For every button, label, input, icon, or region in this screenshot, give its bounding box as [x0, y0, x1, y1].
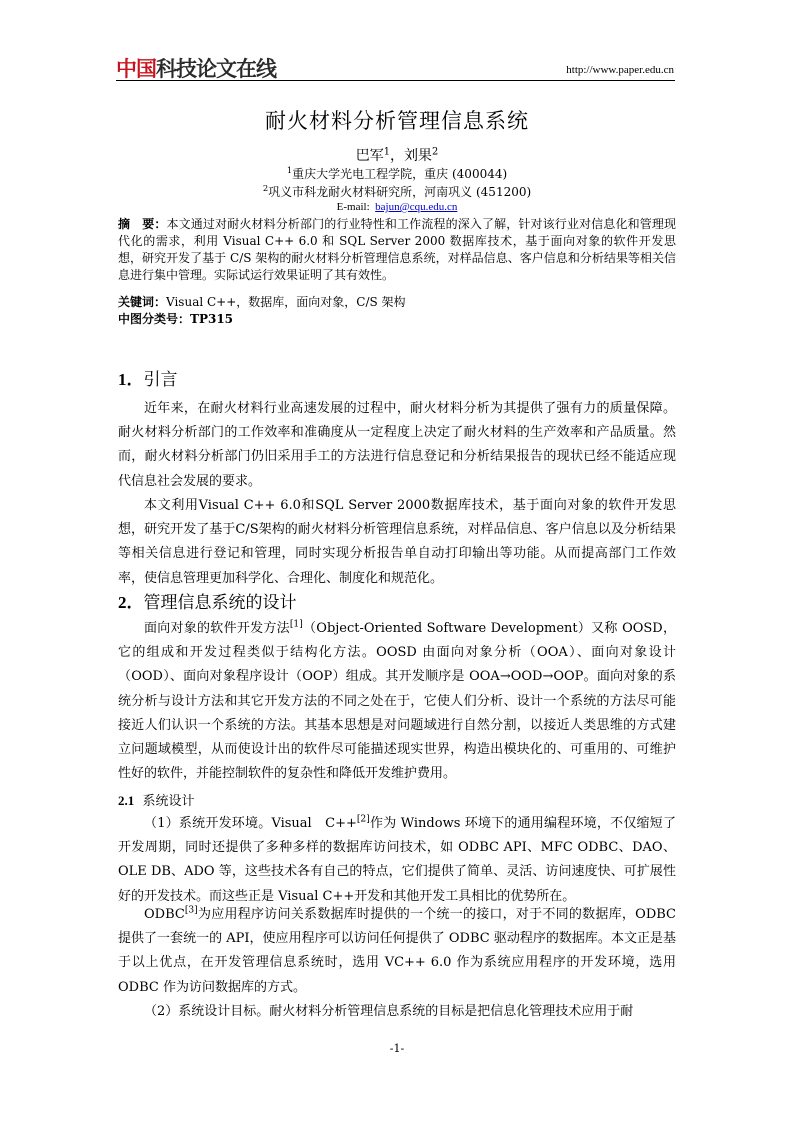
- section-1-number: 1．: [118, 370, 144, 389]
- citation-3: [3]: [184, 905, 198, 916]
- logo-dark-text: 科技论文在线: [156, 57, 276, 81]
- logo-red-text: 中国: [116, 57, 156, 81]
- paragraph-3-b: （Object-Oriented Software Development）又称 OOSD，它的组成和开发过程类似于结构化方法。OOSD 由面向对象分析（OOA）、面向对象设计（OOD）、面向对象程序设计（OOP）组成。其开发顺序是 OOA→OOD→OOP。面向对象的系统分析与设计方法和其它开发方法的不同之处在于，它使人们分析、设计一个系统的方法尽可能接近人们认识一个系统的方法。其基本思想是对问题域进行自然分割，以接近人类思维的方式建立问题域模型，从而使设计出的软件尽可能描述现实世界，构造出模块化的、可重用的、可维护性好的软件，并能控制软件的复杂性和降低开发维护费用。: [118, 621, 676, 782]
- section-heading-2-1: [118, 790, 195, 809]
- journal-logo: [116, 54, 276, 82]
- classification: [118, 310, 676, 327]
- author-1-affil: 1: [383, 146, 390, 158]
- section-2-1-number: 2.1: [118, 793, 135, 808]
- paragraph-4: [118, 812, 676, 909]
- citation-1: [1]: [289, 619, 303, 630]
- keywords-text: Visual C++，数据库，面向对象，C/S 架构: [166, 295, 406, 309]
- paragraph-6: （2）系统设计目标。耐火材料分析管理信息系统的目标是把信息化管理技术应用于耐: [144, 1004, 634, 1019]
- email-label: E-mail:: [336, 201, 370, 213]
- header-url[interactable]: http://www.paper.edu.cn: [566, 64, 674, 76]
- paragraph-4-b: 作为 Windows 环境下的通用编程环境，不仅缩短了开发周期，同时还提供了多种多样的数据库访问技术，如 ODBC API、MFC ODBC、DAO、OLE DB、ADO 等，这些技术各有自己的特点，它们提供了简单、灵活、访问速度快、可扩展性好的开发技术。而这些正是 Visual C++开发和其他开发工具相比的优势所在。: [118, 816, 676, 904]
- affiliation-1-sup: 1: [286, 165, 293, 175]
- section-2-1-title: 系统设计: [142, 794, 195, 809]
- section-2-title: 管理信息系统的设计: [143, 593, 297, 613]
- section-1-title: 引言: [143, 370, 178, 390]
- paragraph-2: 本文利用Visual C++ 6.0和SQL Server 2000数据库技术，基于面向对象的软件开发思想，研究开发了基于C/S架构的耐火材料分析管理信息系统，对样品信息、客户信息以及分析结果等相关信息进行登记和管理，同时实现分析报告单自动打印输出等功能。从而提高部门工作效率，使信息管理更加科学化、合理化、制度化和规范化。: [118, 498, 676, 586]
- affiliation-2-sup: 2: [262, 183, 269, 193]
- paragraph-3-a: 面向对象的软件开发方法: [144, 621, 290, 636]
- section-heading-1: [118, 365, 178, 390]
- paragraph-5-a: ODBC: [144, 907, 185, 922]
- paragraph-5-b: 为应用程序访问关系数据库时提供的一个统一的接口，对于不同的数据库，ODBC 提供了一套统一的 API，使应用程序可以访问任何提供了 ODBC 驱动程序的数据库。本文正是基于以上优点，在开发管理信息系统时，选用 VC++ 6.0 作为系统应用程序的开发环境，选用 ODBC 作为访问数据库的方式。: [118, 907, 676, 995]
- section-2-number: 2．: [118, 593, 144, 612]
- citation-2: [2]: [356, 814, 370, 825]
- abstract: [118, 216, 676, 284]
- paragraph-1: 近年来，在耐火材料行业高速发展的过程中，耐火材料分析为其提供了强有力的质量保障。耐火材料分析部门的工作效率和准确度从一定程度上决定了耐火材料的生产效率和产品质量。然而，耐火材料分析部门仍旧采用手工的方法进行信息登记和分析结果报告的现状已经不能适应现代信息社会发展的要求。: [118, 401, 676, 489]
- author-1: 巴军: [355, 148, 384, 164]
- keywords-label: 关键词：: [118, 295, 167, 309]
- classification-label: 中图分类号：: [118, 312, 191, 326]
- page-number: -1-: [389, 1042, 405, 1055]
- affiliation-1: [0, 165, 794, 182]
- author-sep: ，: [390, 148, 404, 164]
- abstract-label: 摘 要：: [118, 217, 167, 231]
- paragraph-3: [118, 617, 676, 786]
- keywords: [118, 293, 676, 310]
- affiliation-2-text: 巩义市科龙耐火材料研究所，河南巩义 (451200): [268, 185, 532, 199]
- classification-code: TP315: [190, 312, 234, 326]
- author-line: [0, 145, 794, 165]
- section-heading-2: [118, 588, 297, 613]
- affiliation-2: [0, 183, 794, 200]
- abstract-text: 本文通过对耐火材料分析部门的行业特性和工作流程的深入了解，针对该行业对信息化和管理现代化的需求，利用 Visual C++ 6.0 和 SQL Server 2000 数据库技术，基于面向对象的软件开发思想，研究开发了基于 C/S 架构的耐火材料分析管理信息系统，对样品信息、客户信息和分析结果等相关信息进行集中管理。实际试运行效果证明了其有效性。: [118, 217, 676, 282]
- affiliation-1-text: 重庆大学光电工程学院，重庆 (400044): [292, 167, 508, 181]
- paper-title: 耐火材料分析管理信息系统: [265, 109, 529, 133]
- paragraph-5: [118, 903, 676, 1000]
- email-line: [0, 201, 794, 213]
- author-2-affil: 2: [432, 146, 439, 158]
- author-2: 刘果: [404, 148, 432, 164]
- paragraph-4-a: （1）系统开发环境。Visual C++: [144, 816, 357, 831]
- header-divider: [116, 80, 675, 81]
- email-link[interactable]: bajun@cqu.edu.cn: [375, 201, 458, 213]
